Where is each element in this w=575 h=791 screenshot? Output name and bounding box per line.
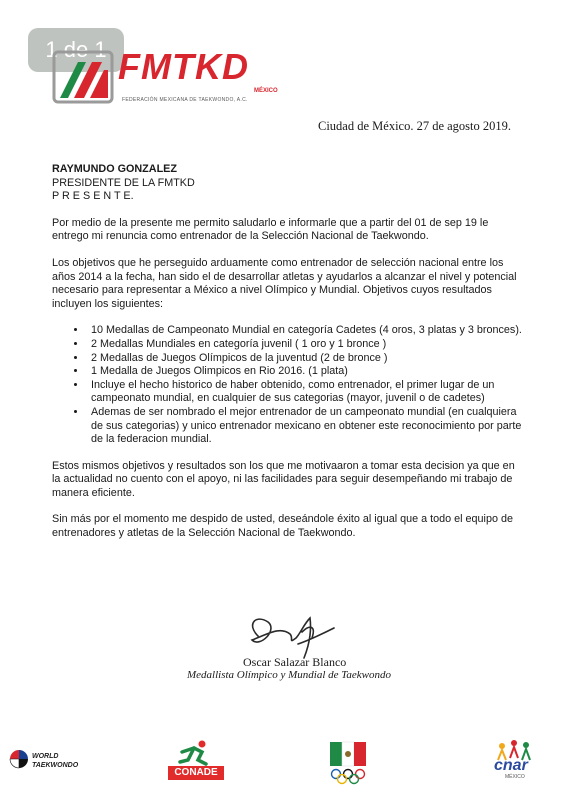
results-list [52, 324, 522, 446]
world-taekwondo-line1: WORLD [32, 753, 59, 760]
logo-country: MÉXICO [254, 88, 278, 94]
fmtkd-logo [52, 44, 352, 114]
presente-line: P R E S E N T E. [52, 190, 134, 203]
list-item: • 2 Medallas de Juegos Olímpicos de la juventud (2 de bronce ) [87, 352, 522, 366]
fmtkd-emblem-icon [52, 48, 114, 106]
page-indicator: 1 de 1 [28, 28, 124, 72]
list-item: • Incluye el hecho historico de haber obtenido, como entrenador, el primer lugar de un campeonato mundial, en cualquier de sus categorias (mayor, juvenil o de cadetes) [87, 379, 522, 406]
list-item: • 1 Medalla de Juegos Olimpicos en Rio 2016. (1 plata) [87, 365, 522, 379]
conade-label: CONADE [168, 766, 224, 780]
paragraph-motivation: Estos mismos objetivos y resultados son los que me motivaaron a tomar esta decision ya que en la actualidad no cuento con el apoyo, ni las facilidades para seguir desempeñando mi trabajo de manera eficiente. [52, 459, 515, 499]
letter-body [52, 163, 522, 541]
signer-title: Medallista Olímpico y Mundial de Taekwondo [187, 669, 391, 681]
world-taekwondo-logo [8, 744, 98, 784]
list-item: • 2 Medallas Mundiales en categoría juvenil ( 1 oro y 1 bronce ) [87, 338, 522, 352]
conade-logo [168, 740, 228, 788]
list-item: • Ademas de ser nombrado el mejor entrenador de un campeonato mundial (en cualquiera de sus categorias) y unico entrenador mexicano en obtener este reconocimiento por parte de la federacion mundial. [87, 406, 522, 447]
recipient-name: RAYMUNDO GONZALEZ [52, 163, 177, 175]
signer-name: Oscar Salazar Blanco [243, 655, 347, 669]
paragraph-objectives: Los objetivos que he perseguido arduamente como entrenador de selección nacional entre los años 2014 a la fecha, han sido el de desarrollar atletas y ayudarlos a alcanzar el nivel y potencial necesario para representar a México a nivel Olímpico y Mundial. Objetivos cuyos resultados incluyen los siguientes: [52, 256, 517, 310]
mexico-olympic-committee-icon [326, 740, 370, 788]
logo-organization: FEDERACIÓN MEXICANA DE TAEKWONDO, A.C. [122, 97, 248, 103]
cnar-logo [488, 738, 544, 786]
recipient-title: PRESIDENTE DE LA FMTKD [52, 176, 195, 189]
cnar-label: cnar [494, 757, 528, 774]
world-taekwondo-line2: TAEKWONDO [32, 762, 79, 769]
letter-date: Ciudad de México. 27 de agosto 2019. [318, 119, 512, 133]
cnar-country: MÉXICO [505, 774, 525, 780]
list-item: • 10 Medallas de Campeonato Mundial en categoría Cadetes (4 oros, 3 platas y 3 bronces). [87, 324, 522, 338]
world-taekwondo-emblem-icon [8, 748, 30, 770]
paragraph-resignation: Por medio de la presente me permito saludarlo e informarle que a partir del 01 de sep 19 le entrego mi renuncia como entrenador de la Selección Nacional de Taekwondo. [52, 216, 489, 243]
logo-wordmark: FMTKD [118, 46, 249, 87]
runner-icon [178, 740, 214, 766]
paragraph-closing: Sin más por el momento me despido de usted, deseándole éxito al igual que a todo el equipo de entrenadores y atletas de la Selección Nacional de Taekwondo. [52, 513, 513, 540]
